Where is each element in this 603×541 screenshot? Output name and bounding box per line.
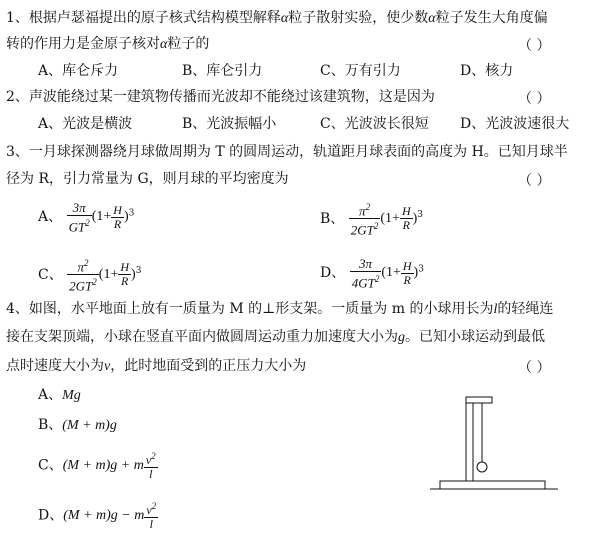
q4-option-c: C、(M + m)g + m $\frac{v^2}{l}$ — [38, 451, 156, 481]
q3-option-d: D、 $\frac{3\pi}{4GT^2}$ (1+ $\frac{H}{R}$ )$^3$ — [320, 256, 424, 291]
q4-d-fraction: $\frac{v^2}{l}$ — [146, 501, 157, 531]
stand-base — [440, 481, 545, 489]
q1-line2: 转的作用力是金原子核对α粒子的 — [6, 36, 210, 52]
q3-option-a: A、 $\frac{3\pi}{GT^2}$ (1+ $\frac{H}{R}$ )$^3$ — [38, 200, 135, 235]
q2-option-a: A、光波是横波 — [38, 116, 133, 132]
q1-option-d: D、核力 — [460, 63, 514, 79]
q4-c-fraction: $\frac{v^2}{l}$ — [145, 451, 156, 481]
q2-option-d: D、光波波速很大 — [460, 116, 570, 132]
q1-option-c: C、万有引力 — [320, 63, 401, 79]
q2-line1: 2、声波能绕过某一建筑物传播而光波却不能绕过该建筑物，这是因为 — [6, 89, 435, 105]
q3-b-fraction: $\frac{\pi^2}{2GT^2}$ — [350, 202, 379, 238]
q3-c-fraction: $\frac{\pi^2}{2GT^2}$ — [69, 258, 97, 294]
q2-option-c: C、光波波长很短 — [320, 116, 429, 132]
q3-line1: 3、一月球探测器绕月球做周期为 T 的圆周运动，轨道距月球表面的高度为 H。已知月球半 — [6, 144, 568, 160]
q4-line2: 接在支架顶端，小球在竖直平面内做圆周运动重力加速度大小为g。已知小球运动到最低 — [6, 329, 545, 345]
q3-d-fraction: $\frac{3\pi}{4GT^2}$ — [351, 256, 380, 291]
q1-option-a: A、库仑斥力 — [38, 63, 119, 79]
q2-option-b: B、光波振幅小 — [182, 116, 277, 132]
q4-line1: 4、如图，水平地面上放有一质量为 M 的⊥形支架。一质量为 m 的小球用长为l的轻绳连 — [6, 301, 554, 317]
q3-answer-blank: （ ） — [518, 173, 551, 189]
q2-answer-blank: （ ） — [518, 91, 551, 107]
q1-option-b: B、库仑引力 — [182, 63, 263, 79]
q4-option-b: B、(M + m)g — [38, 417, 117, 433]
q3-option-c: C、 $\frac{\pi^2}{2GT^2}$ (1+ $\frac{H}{R}$ )$^3$ — [38, 258, 142, 294]
q3-line2: 径为 R，引力常量为 G，则月球的平均密度为 — [6, 171, 289, 187]
q4-line3: 点时速度大小为v，此时地面受到的正压力大小为 — [6, 358, 307, 374]
q4-answer-blank: （ ） — [518, 360, 551, 376]
q4-stand-diagram — [430, 388, 560, 498]
q3-a-fraction: $\frac{3\pi}{GT^2}$ — [68, 200, 90, 235]
q4-option-d: D、(M + m)g − m $\frac{v^2}{l}$ — [38, 501, 157, 531]
stand-arm — [466, 397, 492, 403]
q4-option-a: A、Mg — [38, 387, 81, 403]
q3-option-b: B、 $\frac{\pi^2}{2GT^2}$ (1+ $\frac{H}{R}$ )$^3$ — [320, 202, 424, 238]
q1-line1: 1、根据卢瑟福提出的原子核式结构模型解释α粒子散射实验，使少数α粒子发生大角度偏 — [6, 10, 548, 26]
ball-icon — [477, 462, 487, 472]
q1-answer-blank: （ ） — [518, 38, 551, 54]
stand-pole — [466, 400, 473, 481]
